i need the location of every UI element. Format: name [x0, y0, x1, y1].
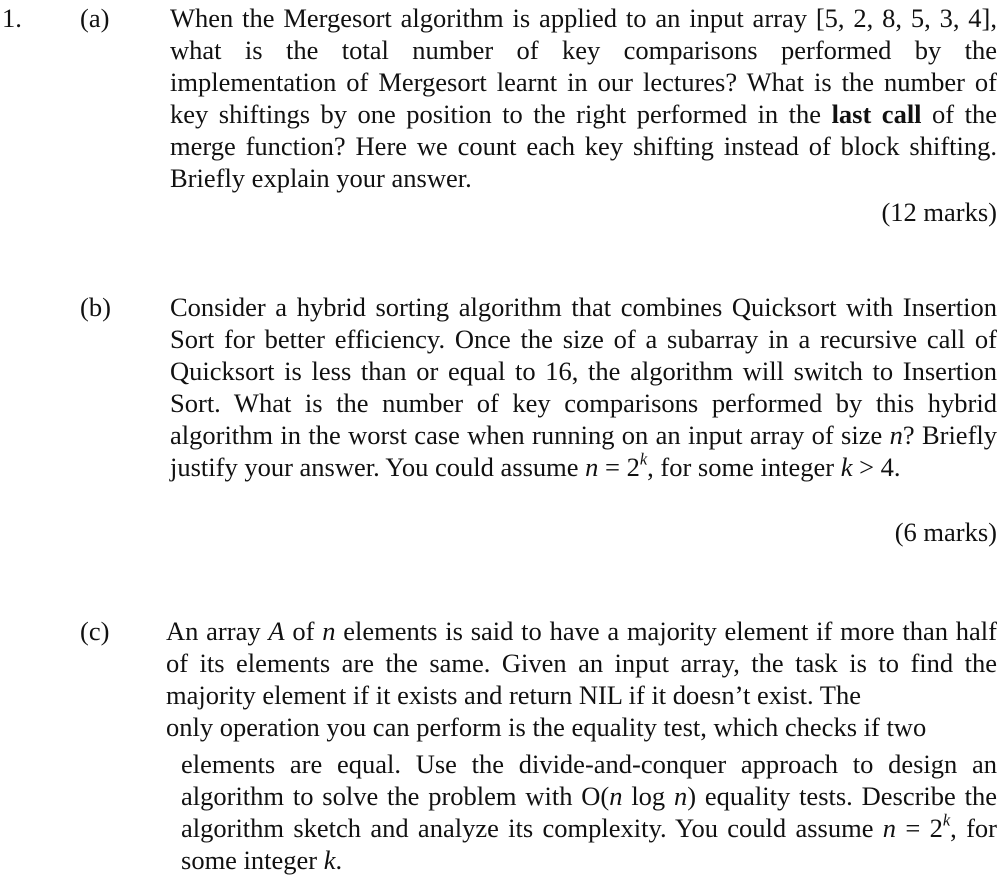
part-c-sup-k: k [942, 810, 951, 830]
part-b-sup-k: k [639, 449, 648, 469]
part-a-text-1: When the Mergesort algorithm is applied to an input array [5, 2, 8, 5, 3, 4], what is the total number of key comparisons performed by the implementation of Mergesort learnt in our lectures? What is the number of key shiftings by one position to the right performed in the [170, 3, 997, 130]
part-a-text [170, 2, 997, 195]
part-c-text-2: of [284, 616, 323, 646]
part-c-n3: n [674, 781, 688, 812]
part-b-n1: n [889, 420, 903, 451]
part-b-text-1: Consider a hybrid sorting algorithm that combines Quicksort with Insertion Sort for better efficiency. Once the size of a subarray in a recursive call of Quicksort is less than or equal to 16, the algorithm will switch to Insertion Sort. What is the number of key comparisons performed by this hybrid algorithm in the worst case when running on an input array of size [170, 292, 997, 451]
question-number: 1. [2, 3, 22, 33]
part-b-text-5: > 4. [852, 452, 901, 483]
part-b-text-2: ? Briefly justify your answer. You could assume [170, 420, 998, 483]
part-a-text-2: of the merge function? Here we count each key shifting instead of block shifting. Briefly explain your answer. [170, 99, 997, 194]
part-b-text-3: = 2 [598, 452, 640, 483]
part-c-text-9: . [335, 845, 343, 876]
part-c-text-top [166, 615, 997, 743]
part-c-line-4: only operation you can perform is the equality test, which checks if two [166, 712, 927, 743]
part-c-text-5: log [622, 781, 674, 812]
part-b-marks: (6 marks) [894, 517, 997, 547]
part-b-text-4: , for some integer [647, 452, 841, 483]
part-a-bold-last-call: last call [831, 99, 922, 130]
part-c-text-8: , for some integer [181, 813, 997, 876]
part-c-k: k [323, 845, 336, 876]
part-c-n4: n [882, 813, 897, 844]
part-c-text-6: ) equality tests. Describe the algorithm sketch and analyze its complexity. You could assume [181, 781, 997, 844]
part-b-n2: n [585, 452, 599, 483]
part-a-label: (a) [80, 3, 110, 33]
part-c-text-4: elements are equal. Use the divide-and-conquer approach to design an algorithm to solve the problem with O( [181, 749, 997, 812]
part-c-text-1: An array [166, 616, 269, 646]
part-c-text-bottom [181, 748, 997, 876]
part-b-label: (b) [80, 292, 111, 322]
part-b-text [170, 291, 997, 484]
part-a-marks: (12 marks) [881, 197, 997, 227]
part-c-text-7: = 2 [896, 813, 943, 844]
part-c-text-3: elements is said to have a majority element if more than half of its elements are the same. Given an input array, the task is to find the majority element if it exists and return NIL if it doesn’t exist. The [166, 616, 997, 711]
part-b-k: k [840, 452, 853, 483]
part-c-A: A [268, 616, 285, 646]
part-c-label: (c) [80, 616, 110, 646]
part-c-n2: n [609, 781, 623, 812]
part-c-n1: n [322, 616, 336, 646]
